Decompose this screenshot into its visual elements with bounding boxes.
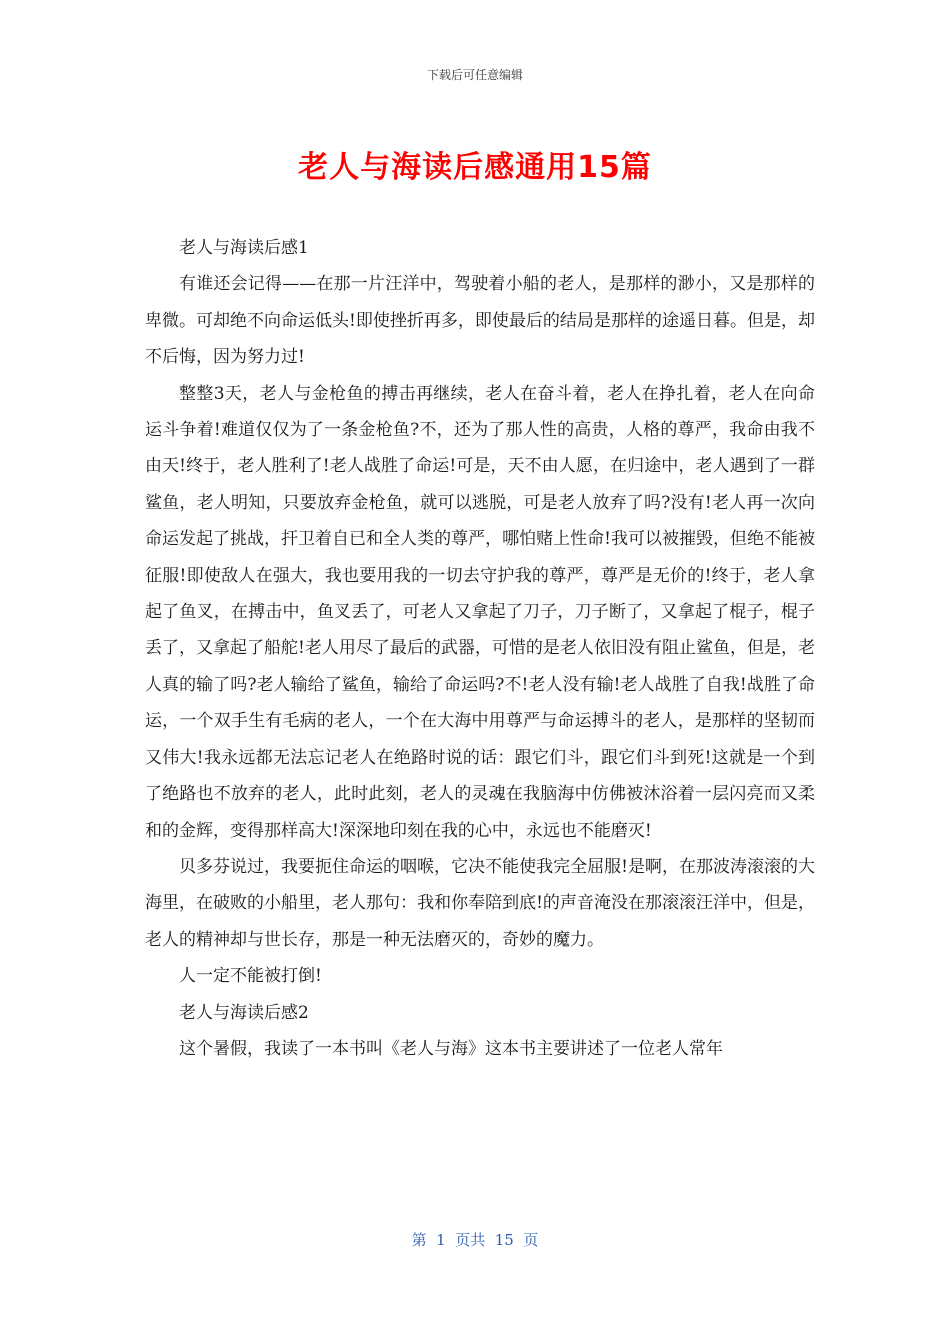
section-heading-1: 老人与海读后感1 [179, 238, 309, 258]
body-paragraph: 人一定不能被打倒! [179, 966, 322, 987]
document-title: 老人与海读后感通用15篇 [298, 150, 652, 185]
section-heading-2: 老人与海读后感2 [179, 1002, 309, 1023]
body-paragraph: 这个暑假，我读了一本书叫《老人与海》这本书主要讲述了一位老人常年 [179, 1038, 723, 1059]
page-number-footer: 第 1 页共 15 页 [411, 1231, 539, 1249]
body-paragraph: 贝多芬说过，我要扼住命运的咽喉，它决不能使我完全屈服!是啊，在那波涛滚滚的大海里，在破败的小船里，老人那句：我和你奉陪到底!的声音淹没在那滚滚汪洋中，但是，老人的精神却与世长存，那是一种无法磨灭的，奇妙的魔力。 [145, 856, 815, 950]
page-header-note: 下载后可任意编辑 [426, 68, 523, 82]
body-paragraph: 有谁还会记得——在那一片汪洋中，驾驶着小船的老人，是那样的渺小，又是那样的卑微。可却绝不向命运低头!即使挫折再多，即使最后的结局是那样的途遥日暮。但是，却不后悔，因为努力过! [145, 274, 815, 368]
body-paragraph: 整整3天，老人与金枪鱼的搏击再继续，老人在奋斗着，老人在挣扎着，老人在向命运斗争着!难道仅仅为了一条金枪鱼?不，还为了那人性的高贵，人格的尊严，我命由我不由天!终于，老人胜利了!老人战胜了命运!可是，天不由人愿，在归途中，老人遇到了一群鲨鱼，老人明知，只要放弃金枪鱼，就可以逃脱，可是老人放弃了吗?没有!老人再一次向命运发起了挑战，扞卫着自已和全人类的尊严，哪怕赌上性命!我可以被摧毁，但绝不能被征服!即使敌人在强大，我也要用我的一切去守护我的尊严，尊严是无价的!终于，老人拿起了鱼叉，在搏击中，鱼叉丢了，可老人又拿起了刀子，刀子断了，又拿起了棍子，棍子丢了，又拿起了船舵!老人用尽了最后的武器，可惜的是老人依旧没有阻止鲨鱼，但是，老人真的输了吗?老人输给了鲨鱼，输给了命运吗?不!老人没有输!老人战胜了自我!战胜了命运，一个双手生有毛病的老人，一个在大海中用尊严与命运搏斗的老人，是那样的坚韧而又伟大!我永远都无法忘记老人在绝路时说的话：跟它们斗，跟它们斗到死!这就是一个到了绝路也不放弃的老人，此时此刻，老人的灵魂在我脑海中仿佛被沐浴着一层闪亮而又柔和的金辉，变得那样高大!深深地印刻在我的心中，永远也不能磨灭! [145, 383, 815, 841]
document-body [145, 230, 815, 1067]
